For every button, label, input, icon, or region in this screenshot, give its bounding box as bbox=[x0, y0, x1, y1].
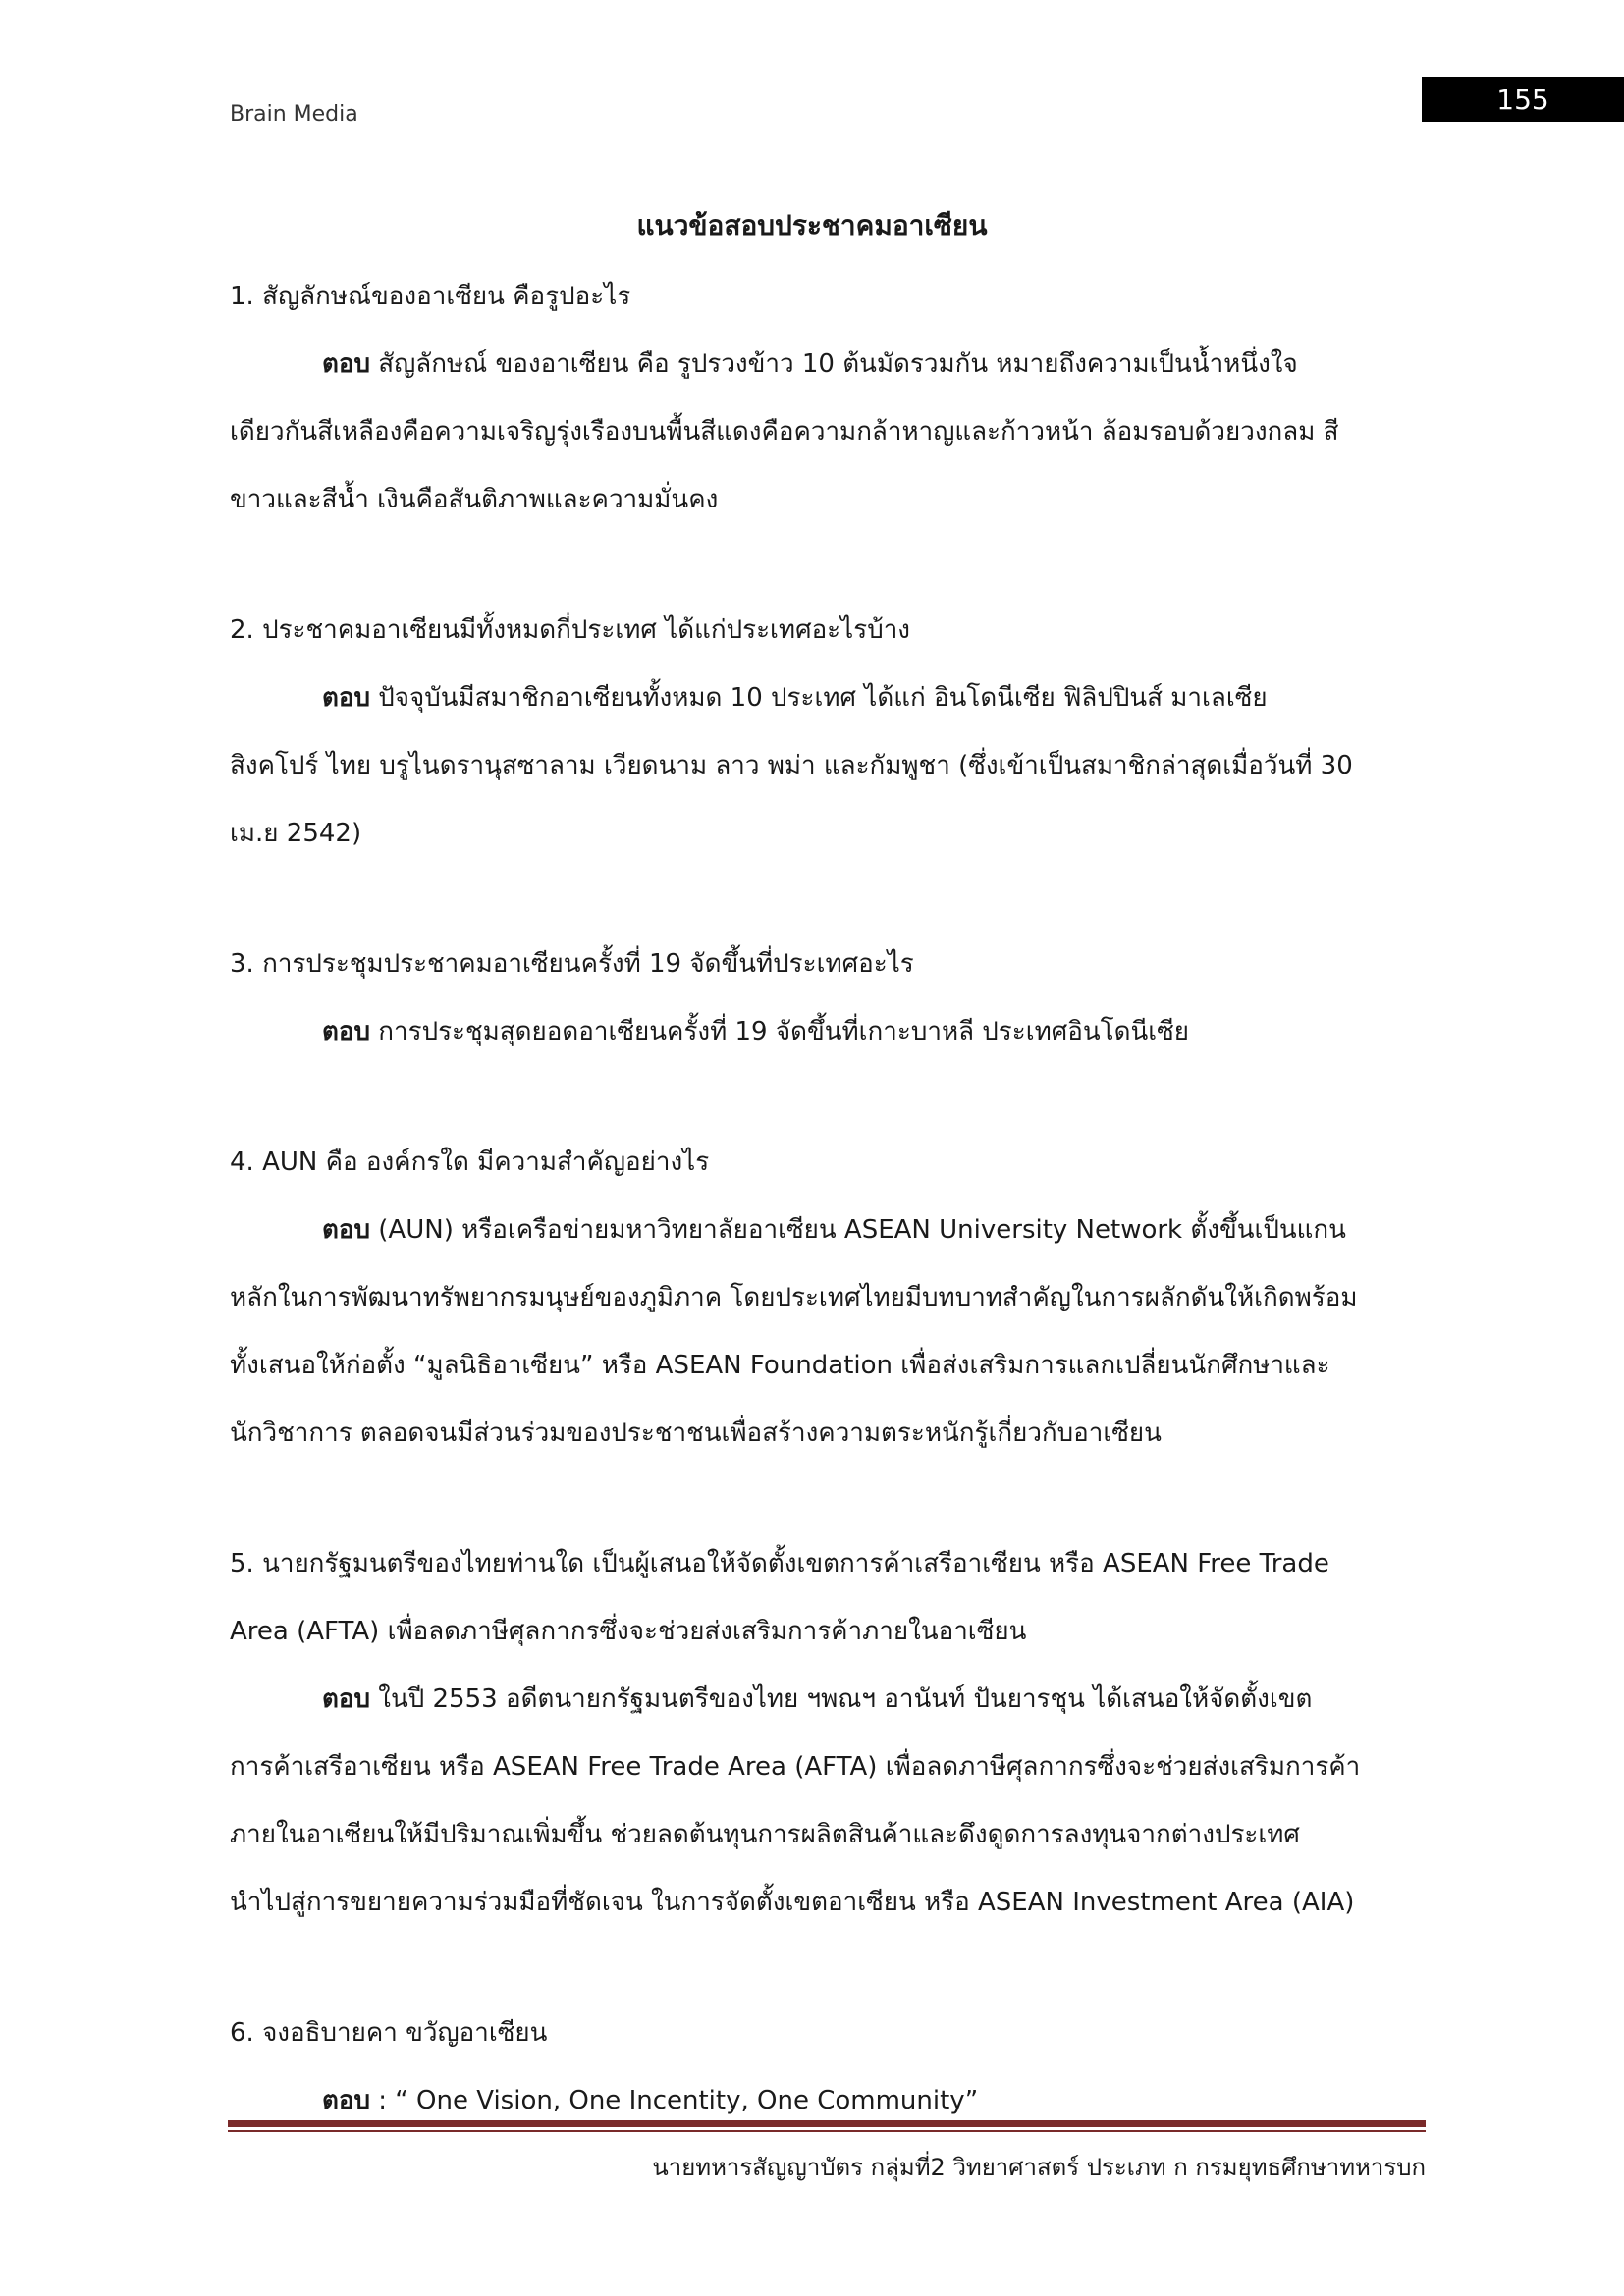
footer-rule-thin bbox=[228, 2130, 1426, 2132]
page-number: 155 bbox=[1496, 82, 1549, 116]
answer-label: ตอบ bbox=[322, 2086, 371, 2115]
answer-1-line-3: ขาวและสีน้ำ เงินคือสันติภาพและความมั่นคง bbox=[230, 485, 719, 514]
answer-label: ตอบ bbox=[322, 683, 371, 713]
answer-4-line-2: หลักในการพัฒนาทรัพยากรมนุษย์ของภูมิภาค โดยประเทศไทยมีบทบาทสำคัญในการผลักดันให้เกิดพร้อม bbox=[230, 1283, 1358, 1312]
answer-1-line-1: ตอบ สัญลักษณ์ ของอาเซียน คือ รูปรวงข้าว 10 ต้นมัดรวมกัน หมายถึงความเป็นน้ำหนึ่งใจ bbox=[322, 349, 1298, 379]
answer-1-line-2: เดียวกันสีเหลืองคือความเจริญรุ่งเรืองบนพื้นสีแดงคือความกล้าหาญและก้าวหน้า ล้อมรอบด้วยวงกลม สี bbox=[230, 417, 1339, 447]
question-5-line-2: Area (AFTA) เพื่อลดภาษีศุลกากรซึ่งจะช่วยส่งเสริมการค้าภายในอาเซียน bbox=[230, 1617, 1027, 1646]
question-2: 2. ประชาคมอาเซียนมีทั้งหมดกี่ประเทศ ได้แก่ประเทศอะไรบ้าง bbox=[230, 615, 910, 645]
answer-3-line-1: ตอบ การประชุมสุดยอดอาเซียนครั้งที่ 19 จัดขึ้นที่เกาะบาหลี ประเทศอินโดนีเซีย bbox=[322, 1017, 1190, 1046]
document-body bbox=[230, 263, 1428, 2135]
answer-5-line-2: การค้าเสรีอาเซียน หรือ ASEAN Free Trade Area (AFTA) เพื่อลดภาษีศุลกากรซึ่งจะช่วยส่งเสริมการค้า bbox=[230, 1752, 1361, 1782]
answer-4-line-1: ตอบ (AUN) หรือเครือข่ายมหาวิทยาลัยอาเซียน ASEAN University Network ตั้งขึ้นเป็นแกน bbox=[322, 1215, 1346, 1245]
footer-rule bbox=[228, 2120, 1426, 2127]
document-title: แนวข้อสอบประชาคมอาเซียน bbox=[636, 209, 988, 241]
question-5-line-1: 5. นายกรัฐมนตรีของไทยท่านใด เป็นผู้เสนอให้จัดตั้งเขตการค้าเสรีอาเซียน หรือ ASEAN Free Trade bbox=[230, 1549, 1329, 1578]
page-number-box bbox=[1422, 77, 1624, 122]
answer-2-line-1: ตอบ ปัจจุบันมีสมาชิกอาเซียนทั้งหมด 10 ประเทศ ได้แก่ อินโดนีเซีย ฟิลิปปินส์ มาเลเซีย bbox=[322, 683, 1268, 713]
answer-label: ตอบ bbox=[322, 1215, 371, 1245]
answer-5-line-1: ตอบ ในปี 2553 อดีตนายกรัฐมนตรีของไทย ฯพณฯ อานันท์ ปันยารชุน ได้เสนอให้จัดตั้งเขต bbox=[322, 1684, 1313, 1714]
answer-label: ตอบ bbox=[322, 1017, 371, 1046]
question-3: 3. การประชุมประชาคมอาเซียนครั้งที่ 19 จัดขึ้นที่ประเทศอะไร bbox=[230, 949, 914, 979]
answer-4-line-3: ทั้งเสนอให้ก่อตั้ง “มูลนิธิอาเซียน” หรือ ASEAN Foundation เพื่อส่งเสริมการแลกเปลี่ยนนักศึกษาและ bbox=[230, 1351, 1330, 1380]
answer-2-line-3: เม.ย 2542) bbox=[230, 819, 362, 848]
header-brand: Brain Media bbox=[230, 102, 358, 127]
question-4: 4. AUN คือ องค์กรใด มีความสำคัญอย่างไร bbox=[230, 1148, 710, 1177]
answer-5-line-4: นำไปสู่การขยายความร่วมมือที่ชัดเจน ในการจัดตั้งเขตอาเซียน หรือ ASEAN Investment Area (AIA) bbox=[230, 1888, 1355, 1917]
answer-label: ตอบ bbox=[322, 349, 371, 379]
question-6: 6. จงอธิบายคา ขวัญอาเซียน bbox=[230, 2018, 548, 2048]
answer-4-line-4: นักวิชาการ ตลอดจนมีส่วนร่วมของประชาชนเพื่อสร้างความตระหนักรู้เกี่ยวกับอาเซียน bbox=[230, 1418, 1162, 1448]
answer-6-line-1: ตอบ : “ One Vision, One Incentity, One Community” bbox=[322, 2086, 979, 2115]
answer-2-line-2: สิงคโปร์ ไทย บรูไนดรานุสซาลาม เวียดนาม ลาว พม่า และกัมพูชา (ซึ่งเข้าเป็นสมาชิกล่าสุดเมื่อวันที่ 30 bbox=[230, 751, 1353, 780]
footer-text: นายทหารสัญญาบัตร กลุ่มที่2 วิทยาศาสตร์ ประเภท ก กรมยุทธศึกษาทหารบก bbox=[652, 2154, 1426, 2181]
answer-5-line-3: ภายในอาเซียนให้มีปริมาณเพิ่มขึ้น ช่วยลดต้นทุนการผลิตสินค้าและดึงดูดการลงทุนจากต่างประเทศ bbox=[230, 1820, 1300, 1849]
question-1: 1. สัญลักษณ์ของอาเซียน คือรูปอะไร bbox=[230, 282, 631, 311]
answer-label: ตอบ bbox=[322, 1684, 371, 1714]
